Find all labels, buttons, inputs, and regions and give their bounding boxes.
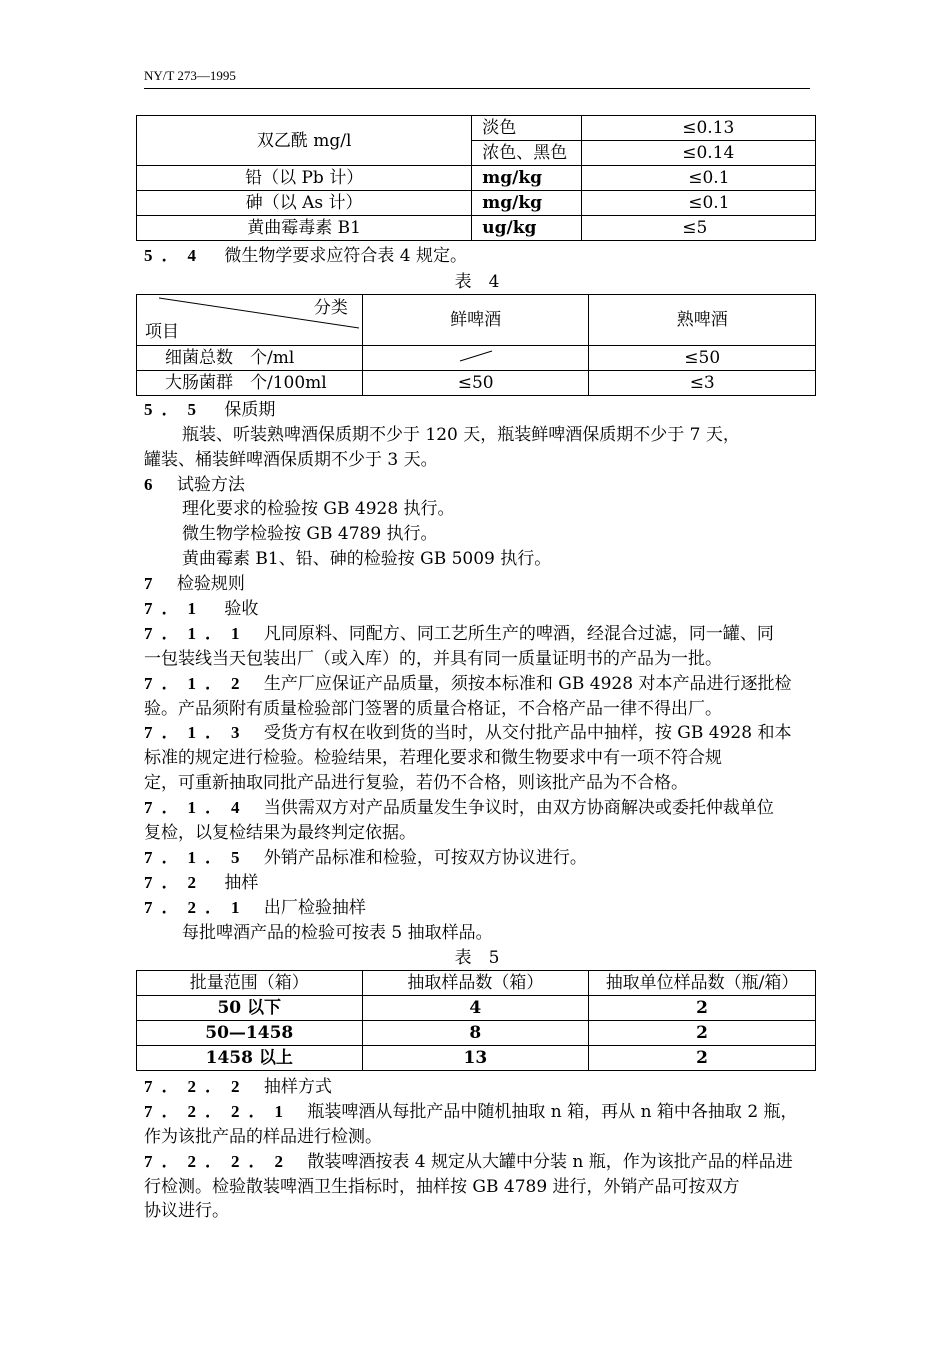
table-5-caption: 表 5	[454, 948, 500, 968]
section-7-1-3-line-3: 定，可重新抽取同批产品进行复验，若仍不合格，则该批产品为不合格。	[144, 773, 688, 793]
section-7-2-2-heading: 7．2．2 抽样方式	[144, 1077, 332, 1097]
table-4-caption: 表 4	[454, 272, 500, 292]
table-cell: ≤0.13	[582, 116, 816, 141]
table-cell: 1458 以上	[137, 1046, 363, 1071]
section-7-2-2-2-line-3: 协议进行。	[144, 1201, 229, 1221]
slash-mark	[456, 349, 496, 363]
table-cell: 铅（以 Pb 计）	[137, 166, 472, 191]
table-cell: 50 以下	[137, 996, 363, 1021]
section-7-1-3-line-2: 标准的规定进行检验。检验结果，若理化要求和微生物要求中有一项不符合规	[144, 748, 722, 768]
table-row	[137, 346, 816, 371]
section-7-2-1-line-1: 每批啤酒产品的检验可按表 5 抽取样品。	[182, 923, 493, 943]
document-code: NY/T 273—1995	[144, 68, 236, 83]
section-7-1-1-line-2: 一包装线当天包装出厂（或入库）的，并具有同一质量证明书的产品为一批。	[144, 649, 722, 669]
table-cell: 13	[362, 1046, 589, 1071]
table-3	[136, 115, 816, 241]
table-header: 熟啤酒	[589, 295, 816, 346]
section-7-2-2-2-line-2: 行检测。检验散装啤酒卫生指标时，抽样按 GB 4789 进行，外销产品可按双方	[144, 1177, 740, 1197]
section-7-heading: 7 检验规则	[144, 574, 245, 594]
table-cell: ≤50	[362, 371, 589, 396]
table-row	[137, 1021, 816, 1046]
table-cell: 砷（以 As 计）	[137, 191, 472, 216]
table-row	[137, 295, 816, 346]
table-cell: ≤0.14	[582, 141, 816, 166]
table-row	[137, 166, 816, 191]
section-7-1-2-line-2: 验。产品须附有质量检验部门签署的质量合格证，不合格产品一律不得出厂。	[144, 699, 722, 719]
table-cell: ≤3	[589, 371, 816, 396]
table-cell: ≤5	[582, 216, 816, 241]
table-cell	[362, 346, 589, 371]
table-cell: 4	[362, 996, 589, 1021]
table-cell: 2	[589, 1021, 816, 1046]
table-cell: 2	[589, 996, 816, 1021]
table-cell: mg/kg	[472, 166, 582, 191]
section-7-2-1-heading: 7．2．1 出厂检验抽样	[144, 898, 366, 918]
table-cell: mg/kg	[472, 191, 582, 216]
section-7-1-4-line-2: 复检，以复检结果为最终判定依据。	[144, 823, 416, 843]
section-5-4: 5．4 微生物学要求应符合表 4 规定。	[144, 246, 468, 266]
table-cell: 50—1458	[137, 1021, 363, 1046]
table-4	[136, 294, 816, 396]
section-7-2-2-2-line-1: 7．2．2．2 散装啤酒按表 4 规定从大罐中分装 n 瓶，作为该批产品的样品进	[144, 1152, 793, 1172]
table-header: 批量范围（箱）	[137, 971, 363, 996]
table-5	[136, 970, 816, 1071]
section-7-2-2-1-line-2: 作为该批产品的样品进行检测。	[144, 1127, 382, 1147]
section-5-5-heading: 5．5 保质期	[144, 400, 276, 420]
table-cell: 黄曲霉毒素 B1	[137, 216, 472, 241]
table-row	[137, 996, 816, 1021]
section-7-2-heading: 7．2 抽样	[144, 873, 259, 893]
table-cell: ≤0.1	[582, 191, 816, 216]
section-7-1-heading: 7．1 验收	[144, 599, 259, 619]
section-6-heading: 6 试验方法	[144, 475, 245, 495]
table-header: 抽取单位样品数（瓶/箱）	[589, 971, 816, 996]
table-row	[137, 1046, 816, 1071]
table-cell: 细菌总数 个/ml	[137, 346, 363, 371]
header-rule	[144, 88, 810, 89]
section-5-5-p2: 罐装、桶装鲜啤酒保质期不少于 3 天。	[144, 450, 438, 470]
section-6-line-1: 理化要求的检验按 GB 4928 执行。	[182, 499, 455, 519]
section-7-1-4-line-1: 7．1．4 当供需双方对产品质量发生争议时，由双方协商解决或委托仲裁单位	[144, 798, 774, 818]
section-7-1-1-line-1: 7．1．1 凡同原料、同配方、同工艺所生产的啤酒，经混合过滤，同一罐、同	[144, 624, 774, 644]
corner-bottom-label: 项目	[145, 322, 179, 342]
section-7-2-2-1-line-1: 7．2．2．1 瓶装啤酒从每批产品中随机抽取 n 箱，再从 n 箱中各抽取 2 瓶，	[144, 1102, 798, 1122]
table-cell: 8	[362, 1021, 589, 1046]
table-row	[137, 971, 816, 996]
section-7-1-3-line-1: 7．1．3 受货方有权在收到货的当时，从交付批产品中抽样，按 GB 4928 和本	[144, 723, 792, 743]
table-cell: 淡色	[472, 116, 582, 141]
table-cell: 2	[589, 1046, 816, 1071]
table-cell: ug/kg	[472, 216, 582, 241]
section-6-line-2: 微生物学检验按 GB 4789 执行。	[182, 524, 438, 544]
section-6-line-3: 黄曲霉素 B1、铅、砷的检验按 GB 5009 执行。	[182, 549, 552, 569]
section-5-5-p1: 瓶装、听装熟啤酒保质期不少于 120 天，瓶装鲜啤酒保质期不少于 7 天，	[182, 425, 740, 445]
section-7-1-2-line-1: 7．1．2 生产厂应保证产品质量，须按本标准和 GB 4928 对本产品进行逐批检	[144, 674, 792, 694]
section-7-1-5: 7．1．5 外销产品标准和检验，可按双方协议进行。	[144, 848, 587, 868]
table-row	[137, 116, 816, 141]
table-cell: ≤0.1	[582, 166, 816, 191]
table-cell: 浓色、黑色	[472, 141, 582, 166]
table-cell: 双乙酰 mg/l	[137, 116, 472, 166]
table-cell: ≤50	[589, 346, 816, 371]
corner-top-label: 分类	[313, 298, 348, 318]
table-cell: 大肠菌群 个/100ml	[137, 371, 363, 396]
table-header: 抽取样品数（箱）	[362, 971, 589, 996]
table-row	[137, 216, 816, 241]
table-row	[137, 371, 816, 396]
table-row	[137, 191, 816, 216]
table-corner-cell	[137, 295, 363, 346]
table-header: 鲜啤酒	[362, 295, 589, 346]
